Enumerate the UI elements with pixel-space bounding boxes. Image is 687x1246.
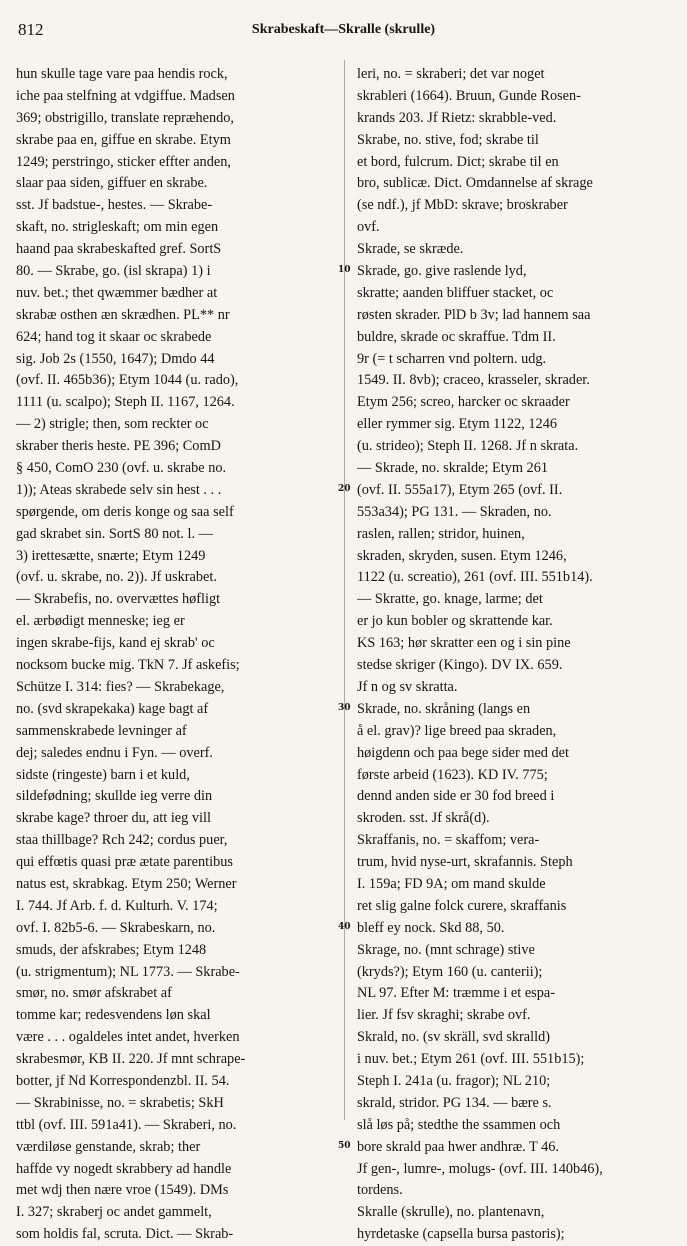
text-line: stedse skriger (Kingo). DV IX. 659. bbox=[357, 657, 563, 674]
text-line: (ovf. u. skrabe, no. 2)). Jf uskrabet. bbox=[16, 569, 217, 586]
text-line: — Skrabinisse, no. = skrabetis; SkH bbox=[16, 1094, 224, 1111]
text-line: buldre, skrade oc skraffue. Tdm II. bbox=[357, 328, 556, 345]
text-line: el. ærbødigt menneske; ieg er bbox=[16, 613, 185, 630]
text-line: ovf. I. 82b5-6. — Skrabeskarn, no. bbox=[16, 919, 216, 936]
column-divider bbox=[344, 60, 345, 1120]
text-line: I. 327; skraberj oc andet gammelt, bbox=[16, 1204, 212, 1221]
text-line: Skralle (skrulle), no. plantenavn, bbox=[357, 1204, 545, 1221]
text-line: (se ndf.), jf MbD: skrave; broskraber bbox=[357, 197, 568, 214]
text-line: spørgende, om deris konge og saa self bbox=[16, 503, 234, 520]
text-line: slaar paa siden, giffuer en skrabe. bbox=[16, 175, 208, 192]
text-line: er jo kun bobler og skrattende kar. bbox=[357, 613, 553, 630]
text-line: bro, sublicæ. Dict. Omdannelse af skrage bbox=[357, 175, 593, 192]
text-line: Skrade, no. skråning (langs en bbox=[357, 700, 531, 717]
text-line: iche paa stelfning at vdgiffue. Madsen bbox=[16, 87, 235, 104]
text-line: (kryds?); Etym 160 (u. canterii); bbox=[357, 963, 543, 980]
text-line: — Skrade, no. skralde; Etym 261 bbox=[357, 460, 548, 477]
text-line: smuds, der afskrabes; Etym 1248 bbox=[16, 941, 207, 958]
text-line: værdiløse genstande, skrab; ther bbox=[16, 1138, 201, 1155]
text-line: KS 163; hør skratter een og i sin pine bbox=[357, 635, 571, 652]
page-header bbox=[18, 20, 669, 46]
text-line: sst. Jf badstue-, hestes. — Skrabe- bbox=[16, 197, 213, 214]
text-line: 3) irettesætte, snærte; Etym 1249 bbox=[16, 547, 206, 564]
text-line: sammenskrabede levninger af bbox=[16, 722, 187, 739]
text-line: krands 203. Jf Rietz: skrabble-ved. bbox=[357, 109, 557, 126]
text-line: Skrabe, no. stive, fod; skrabe til bbox=[357, 131, 539, 148]
text-line: Skrage, no. (mnt schrage) stive bbox=[357, 941, 535, 958]
text-line: skrabe paa en, giffue en skrabe. Etym bbox=[16, 131, 231, 148]
text-line: bore skrald paa hwer andhræ. T 46. bbox=[357, 1138, 559, 1155]
text-line: Jf n og sv skratta. bbox=[357, 678, 458, 695]
text-line: skrabe kage? throer du, att ieg vill bbox=[16, 810, 211, 827]
text-line: skrableri (1664). Bruun, Gunde Rosen- bbox=[357, 87, 581, 104]
text-line: 1549. II. 8vb); craceo, krasseler, skrader. bbox=[357, 372, 590, 389]
text-line: I. 744. Jf Arb. f. d. Kulturh. V. 174; bbox=[16, 897, 218, 914]
line-marker-30: 30 bbox=[338, 703, 351, 714]
text-line: ttbl (ovf. III. 591a41). — Skraberi, no. bbox=[16, 1116, 237, 1133]
text-line: tomme kar; redesvendens løn skal bbox=[16, 1007, 211, 1024]
text-line: 9r (= t scharren vnd poltern. udg. bbox=[357, 350, 547, 367]
line-marker-20: 20 bbox=[338, 484, 351, 495]
text-line: dennd anden side er 30 fod breed i bbox=[357, 788, 555, 805]
text-line: (ovf. II. 555a17), Etym 265 (ovf. II. bbox=[357, 481, 563, 498]
text-line: Jf gen-, lumre-, molugs- (ovf. III. 140b46), bbox=[357, 1160, 603, 1177]
right-column bbox=[357, 64, 669, 1246]
text-line: 553a34); PG 131. — Skraden, no. bbox=[357, 503, 552, 520]
text-line: Skrald, no. (sv skräll, svd skralld) bbox=[357, 1029, 550, 1046]
text-line: NL 97. Efter M: træmme i et espa- bbox=[357, 985, 555, 1002]
text-line: sildefødning; skullde ieg verre din bbox=[16, 788, 213, 805]
text-line: haffde vy nogedt skrabbery ad handle bbox=[16, 1160, 232, 1177]
text-line: haand paa skrabeskafted gref. SortS bbox=[16, 241, 222, 258]
text-line: Steph I. 241a (u. fragor); NL 210; bbox=[357, 1072, 551, 1089]
text-line: å el. grav)? lige breed paa skraden, bbox=[357, 722, 557, 739]
text-line: slå løs på; stedthe the ssammen och bbox=[357, 1116, 561, 1133]
text-line: skrabæ osthen æn skrædhen. PL** nr bbox=[16, 306, 230, 323]
text-line: eller rymmer sig. Etym 1122, 1246 bbox=[357, 416, 557, 433]
line-marker-40: 40 bbox=[338, 922, 351, 933]
text-line: sig. Job 2s (1550, 1647); Dmdo 44 bbox=[16, 350, 215, 367]
text-line: skaft, no. strigleskaft; om min egen bbox=[16, 219, 219, 236]
text-line: sidste (ringeste) barn i et kuld, bbox=[16, 766, 190, 783]
text-line: smør, no. smør afskrabet af bbox=[16, 985, 172, 1002]
text-line: I. 159a; FD 9A; om mand skulde bbox=[357, 875, 546, 892]
line-marker-10: 10 bbox=[338, 265, 351, 276]
text-line: høigdenn och paa bege sider med det bbox=[357, 744, 569, 761]
text-line: skratte; aanden bliffuer stacket, oc bbox=[357, 284, 554, 301]
text-line: leri, no. = skraberi; det var noget bbox=[357, 66, 545, 82]
text-line: — Skrabefis, no. overvættes høfligt bbox=[16, 591, 221, 608]
text-line: staa thillbage? Rch 242; cordus puer, bbox=[16, 832, 228, 849]
text-line: skrald, stridor. PG 134. — bære s. bbox=[357, 1094, 552, 1111]
text-line: nocksom bucke mig. TkN 7. Jf askefis; bbox=[16, 657, 240, 674]
text-line: (ovf. II. 465b36); Etym 1044 (u. rado), bbox=[16, 372, 239, 389]
text-line: lier. Jf fsv skraghi; skrabe ovf. bbox=[357, 1007, 531, 1024]
text-line: nuv. bet.; thet qwæmmer bædher at bbox=[16, 284, 218, 301]
text-line: bleff ey nock. Skd 88, 50. bbox=[357, 919, 505, 936]
text-line: være . . . ogaldeles intet andet, hverken bbox=[16, 1029, 240, 1046]
text-line: skraber theris heste. PE 396; ComD bbox=[16, 438, 221, 455]
text-line: hyrdetaske (capsella bursa pastoris); bbox=[357, 1226, 565, 1243]
text-line: no. (svd skrapekaka) kage bagt af bbox=[16, 700, 209, 717]
text-line: tordens. bbox=[357, 1182, 403, 1199]
running-title: Skrabeskaft—Skralle (skrulle) bbox=[251, 22, 436, 37]
text-line: ovf. bbox=[357, 219, 380, 236]
text-line: skroden. sst. Jf skrå(d). bbox=[357, 810, 490, 827]
text-line: skraden, skryden, susen. Etym 1246, bbox=[357, 547, 567, 564]
text-line: Schütze I. 314: fies? — Skrabekage, bbox=[16, 678, 225, 695]
text-line: 1111 (u. scalpo); Steph II. 1167, 1264. bbox=[16, 394, 235, 411]
text-line: § 450, ComO 230 (ovf. u. skrabe no. bbox=[16, 460, 227, 477]
text-line: 1122 (u. screatio), 261 (ovf. III. 551b14). bbox=[357, 569, 593, 586]
text-line: Etym 256; screo, harcker oc skraader bbox=[357, 394, 570, 411]
text-line: 1)); Ateas skrabede selv sin hest . . . bbox=[16, 481, 222, 498]
line-marker-50: 50 bbox=[338, 1141, 351, 1152]
text-line: Skrade, se skræde. bbox=[357, 241, 464, 258]
left-column bbox=[16, 64, 334, 1246]
text-line: raslen, rallen; stridor, huinen, bbox=[357, 525, 525, 542]
text-line: dej; saledes endnu i Fyn. — overf. bbox=[16, 744, 213, 761]
text-line: (u. strigmentum); NL 1773. — Skrabe- bbox=[16, 963, 240, 980]
page-number: 812 bbox=[18, 20, 44, 39]
text-line: trum, hvid nyse-urt, skrafannis. Steph bbox=[357, 854, 573, 871]
text-line: som holdis fal, scruta. Dict. — Skrab- bbox=[16, 1226, 234, 1243]
text-line: met wdj then nære vroe (1549). DMs bbox=[16, 1182, 229, 1199]
text-line: Skrade, go. give raslende lyd, bbox=[357, 263, 527, 280]
text-line: qui effœtis quasi præ ætate parentibus bbox=[16, 854, 233, 871]
text-line: et bord, fulcrum. Dict; skrabe til en bbox=[357, 153, 559, 170]
text-line: Skraffanis, no. = skaffom; vera- bbox=[357, 832, 540, 849]
text-line: 80. — Skrabe, go. (isl skrapa) 1) i bbox=[16, 263, 211, 280]
text-line: hun skulle tage vare paa hendis rock, bbox=[16, 66, 228, 82]
text-line: første arbeid (1623). KD IV. 775; bbox=[357, 766, 548, 783]
text-line: røsten skrader. PlD b 3v; lad hannem saa bbox=[357, 306, 591, 323]
text-line: 1249; perstringo, sticker effter anden, bbox=[16, 153, 231, 170]
text-line: skrabesmør, KB II. 220. Jf mnt schrape- bbox=[16, 1051, 246, 1068]
text-line: gad skrabet sin. SortS 80 not. l. — bbox=[16, 525, 213, 542]
text-line: botter, jf Nd Korrespondenzbl. II. 54. bbox=[16, 1072, 230, 1089]
text-line: ingen skrabe-fijs, kand ej skrab' oc bbox=[16, 635, 215, 652]
text-line: 624; hand tog it skaar oc skrabede bbox=[16, 328, 212, 345]
text-line: — 2) strigle; then, som reckter oc bbox=[16, 416, 209, 433]
text-line: 369; obstrigillo, translate repræhendo, bbox=[16, 109, 234, 126]
text-line: ret slig galne folck curere, skraffanis bbox=[357, 897, 567, 914]
text-line: i nuv. bet.; Etym 261 (ovf. III. 551b15); bbox=[357, 1051, 585, 1068]
text-line: (u. strideo); Steph II. 1268. Jf n skrata. bbox=[357, 438, 579, 455]
text-line: — Skratte, go. knage, larme; det bbox=[357, 591, 543, 608]
text-line: natus est, skrabkag. Etym 250; Werner bbox=[16, 875, 237, 892]
